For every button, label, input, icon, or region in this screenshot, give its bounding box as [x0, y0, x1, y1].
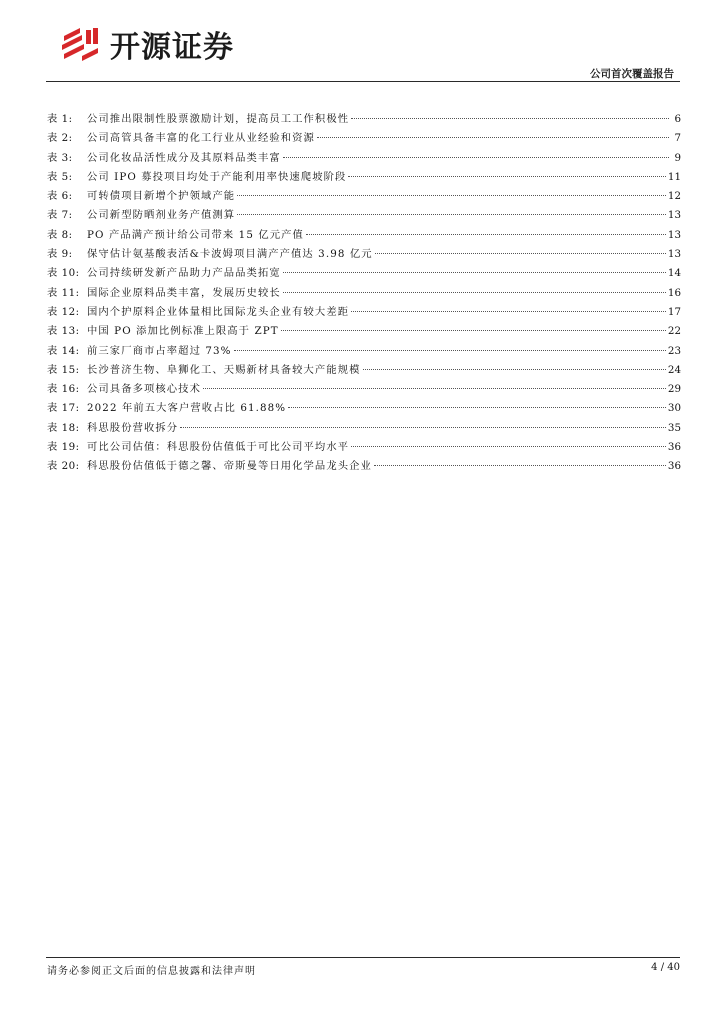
- toc-entry-number: 表 16:: [47, 383, 80, 396]
- toc-entry-title: 可转债项目新增个护领域产能: [87, 190, 236, 203]
- toc-dot-leader: [283, 292, 666, 293]
- toc-entry-page: 12: [667, 190, 681, 203]
- toc-entry-page: 35: [667, 421, 681, 434]
- toc-dot-leader: [203, 388, 666, 389]
- toc-entry[interactable]: [47, 149, 681, 168]
- toc-entry-number: 表 14:: [47, 344, 80, 357]
- toc-entry[interactable]: [47, 187, 681, 206]
- toc-entry-number: 表 6:: [47, 190, 73, 203]
- toc-entry-number: 表 1:: [47, 113, 73, 125]
- toc-entry-title: 长沙普济生物、阜狮化工、天赐新材具备较大产能规模: [87, 363, 361, 376]
- table-list: [47, 110, 681, 477]
- toc-entry[interactable]: [47, 206, 681, 225]
- toc-entry-page: 13: [667, 209, 681, 222]
- toc-entry-title: 公司化妆品活性成分及其原料品类丰富: [87, 151, 281, 164]
- toc-entry-number: 表 18:: [47, 421, 80, 434]
- toc-entry[interactable]: [47, 419, 681, 438]
- toc-entry[interactable]: [47, 129, 681, 148]
- toc-entry-page: 23: [667, 344, 681, 357]
- header-divider: [46, 81, 680, 82]
- toc-entry-number: 表 2:: [47, 132, 73, 145]
- toc-entry-title: 公司持续研发新产品助力产品品类拓宽: [87, 267, 281, 280]
- toc-entry-page: 29: [667, 383, 681, 396]
- toc-entry-page: 24: [667, 363, 681, 376]
- toc-entry[interactable]: [47, 438, 681, 457]
- toc-entry[interactable]: [47, 342, 681, 361]
- toc-entry[interactable]: [47, 322, 681, 341]
- toc-entry-title: 国际企业原料品类丰富，发展历史较长: [87, 286, 281, 299]
- toc-dot-leader: [288, 407, 666, 408]
- toc-entry-title: PO 产品满产预计给公司带来 15 亿元产值: [87, 228, 304, 241]
- toc-entry-page: 22: [667, 325, 681, 338]
- toc-dot-leader: [237, 195, 666, 196]
- toc-entry-number: 表 11:: [47, 286, 80, 299]
- toc-entry-title: 科思股份营收拆分: [87, 421, 179, 434]
- toc-dot-leader: [363, 369, 666, 370]
- toc-entry[interactable]: [47, 457, 681, 476]
- toc-entry[interactable]: [47, 226, 681, 245]
- toc-entry-title: 科思股份估值低于德之馨、帝斯曼等日用化学品龙头企业: [87, 460, 372, 473]
- toc-dot-leader: [348, 176, 665, 177]
- toc-entry-number: 表 15:: [47, 363, 80, 376]
- brand-name: 开源证券: [110, 30, 234, 65]
- footer-disclaimer: 请务必参阅正文后面的信息披露和法律声明: [47, 966, 256, 977]
- toc-dot-leader: [237, 214, 666, 215]
- toc-entry-number: 表 5:: [47, 170, 73, 183]
- toc-entry-page: 9: [674, 151, 681, 164]
- toc-entry-page: 13: [667, 248, 681, 261]
- toc-entry[interactable]: [47, 168, 681, 187]
- toc-entry-page: 7: [674, 132, 681, 145]
- toc-dot-leader: [351, 311, 666, 312]
- toc-entry-title: 国内个护原料企业体量相比国际龙头企业有较大差距: [87, 305, 350, 318]
- toc-entry-number: 表 19:: [47, 441, 80, 454]
- toc-dot-leader: [306, 234, 666, 235]
- company-logo: [58, 22, 234, 66]
- toc-entry[interactable]: [47, 264, 681, 283]
- toc-entry[interactable]: [47, 380, 681, 399]
- toc-dot-leader: [375, 253, 666, 254]
- toc-entry-page: 6: [674, 113, 681, 125]
- toc-entry[interactable]: [47, 303, 681, 322]
- toc-entry-page: 13: [667, 228, 681, 241]
- toc-dot-leader: [234, 350, 666, 351]
- page-number: 4 / 40: [651, 962, 680, 973]
- toc-entry-number: 表 12:: [47, 305, 80, 318]
- toc-entry[interactable]: [47, 399, 681, 418]
- toc-dot-leader: [351, 118, 669, 119]
- kaiyuan-logo-icon: [58, 22, 104, 66]
- page-header: [0, 0, 724, 90]
- toc-dot-leader: [317, 137, 669, 138]
- toc-entry-number: 表 9:: [47, 248, 73, 261]
- toc-entry-number: 表 7:: [47, 209, 73, 222]
- report-type-label: 公司首次覆盖报告: [590, 68, 674, 80]
- toc-entry-title: 2022 年前五大客户营收占比 61.88%: [87, 402, 287, 415]
- toc-entry-title: 公司具备多项核心技术: [87, 383, 201, 396]
- toc-entry-title: 公司 IPO 募投项目均处于产能利用率快速爬坡阶段: [87, 170, 347, 183]
- toc-entry-title: 公司推出限制性股票激励计划，提高员工工作积极性: [87, 113, 350, 125]
- toc-dot-leader: [351, 446, 666, 447]
- toc-entry-page: 36: [667, 441, 681, 454]
- toc-entry-title: 可比公司估值：科思股份估值低于可比公司平均水平: [87, 441, 350, 454]
- toc-entry-title: 中国 PO 添加比例标准上限高于 ZPT: [87, 325, 279, 338]
- toc-entry-number: 表 10:: [47, 267, 80, 280]
- toc-entry[interactable]: [47, 110, 681, 129]
- toc-entry[interactable]: [47, 284, 681, 303]
- toc-dot-leader: [374, 465, 666, 466]
- toc-entry[interactable]: [47, 361, 681, 380]
- toc-entry-page: 17: [667, 305, 681, 318]
- toc-entry-page: 11: [667, 170, 681, 183]
- toc-dot-leader: [281, 330, 666, 331]
- toc-entry-number: 表 17:: [47, 402, 80, 415]
- toc-entry-number: 表 20:: [47, 460, 80, 473]
- toc-entry-page: 14: [667, 267, 681, 280]
- toc-entry-page: 36: [667, 460, 681, 473]
- toc-entry-page: 30: [667, 402, 681, 415]
- toc-entry-page: 16: [667, 286, 681, 299]
- footer-divider: [46, 957, 680, 958]
- toc-entry-title: 公司高管具备丰富的化工行业从业经验和资源: [87, 132, 315, 145]
- toc-entry-number: 表 13:: [47, 325, 80, 338]
- toc-entry-title: 公司新型防晒剂业务产值测算: [87, 209, 236, 222]
- toc-dot-leader: [180, 427, 666, 428]
- toc-entry-title: 保守估计氨基酸表活&卡波姆项目满产产值达 3.98 亿元: [87, 248, 373, 261]
- toc-entry[interactable]: [47, 245, 681, 264]
- toc-entry-title: 前三家厂商市占率超过 73%: [87, 344, 232, 357]
- toc-dot-leader: [283, 157, 669, 158]
- toc-entry-number: 表 8:: [47, 228, 73, 241]
- toc-entry-number: 表 3:: [47, 151, 73, 164]
- toc-dot-leader: [283, 272, 666, 273]
